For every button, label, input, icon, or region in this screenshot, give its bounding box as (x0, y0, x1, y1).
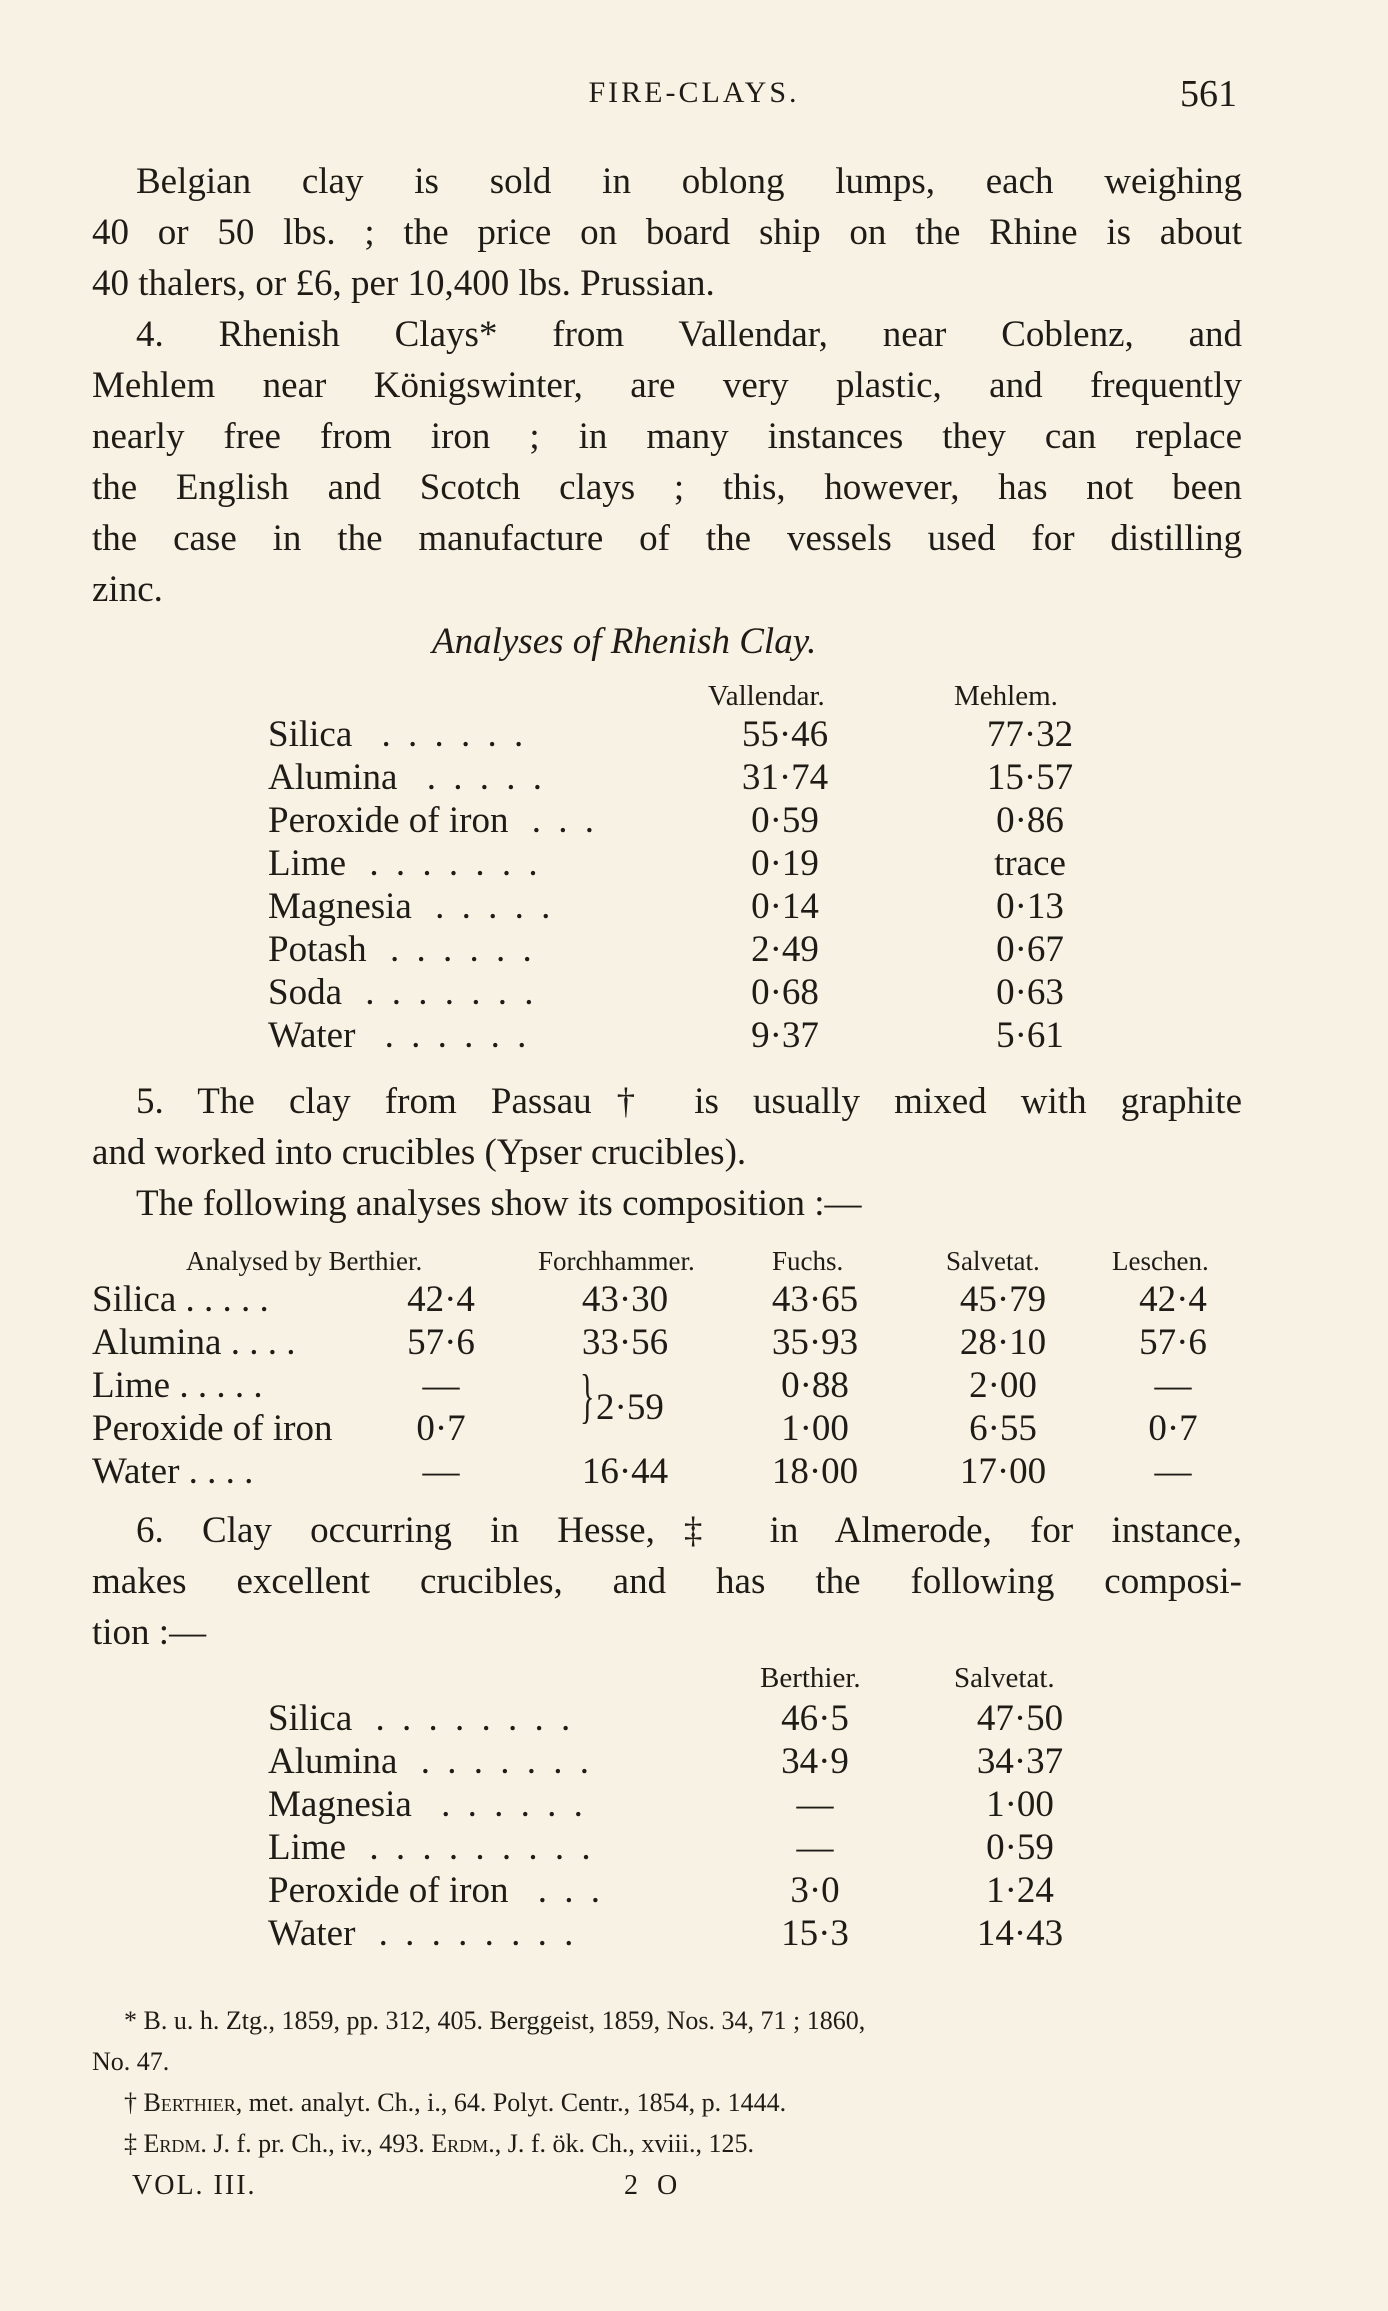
text-line: zinc. (92, 569, 163, 610)
leader-dots: . . . . . . (389, 929, 536, 970)
leader-dots: . . . . . . (441, 1784, 587, 1825)
cell-value: 43·65 (771, 1279, 859, 1320)
leader-dots: . . . . . (426, 757, 546, 798)
row-label: Water . . . . (92, 1451, 254, 1492)
cell-value: — (422, 1451, 460, 1492)
cell-value: 47·50 (976, 1698, 1064, 1739)
table-row (268, 971, 538, 1014)
text-line: The following analyses show its composition :— (136, 1183, 862, 1224)
cell-value: 0·68 (751, 972, 819, 1013)
row-label: Alumina (268, 1741, 398, 1782)
cell-value: 43·30 (581, 1279, 669, 1320)
cell-value: — (422, 1365, 460, 1406)
row-label: Alumina . . . . (92, 1322, 296, 1363)
text-line: Belgian clay is sold in oblong lumps, each weighing (136, 161, 1242, 202)
table-row (268, 713, 527, 756)
row-label: Soda (268, 972, 342, 1013)
cell-value: 0·14 (751, 886, 819, 927)
cell-value: 55·46 (741, 714, 829, 755)
footnote-citation: J. f. pr. Ch., iv., 493. (213, 2129, 425, 2158)
footnote-3 (92, 2123, 1252, 2164)
cell-value: 17·00 (959, 1451, 1047, 1492)
cell-value: — (796, 1827, 834, 1868)
cell-value: 0·86 (996, 800, 1064, 841)
text-line: nearly free from iron ; in many instances they can replace (92, 416, 1242, 457)
cell-value: 42·4 (1139, 1279, 1207, 1320)
leader-dots: . . . . . . (381, 714, 528, 755)
cell-value: 34·9 (781, 1741, 849, 1782)
cell-value: 0·19 (751, 843, 819, 884)
footnote-author: † Berthier, (124, 2088, 243, 2117)
cell-value: 9·37 (751, 1015, 819, 1056)
text-line: 40 or 50 lbs. ; the price on board ship on the Rhine is about (92, 212, 1242, 253)
text-line: 5. The clay from Passau† is usually mixed with graphite (136, 1081, 1242, 1122)
leader-dots: . . . . . . . (369, 843, 542, 884)
footnote-2 (92, 2082, 1252, 2123)
row-label: Silica . . . . . (92, 1279, 269, 1320)
row-label: Silica (268, 1698, 353, 1739)
footnotes (92, 2000, 1252, 2164)
cell-value: 33·56 (581, 1322, 669, 1363)
leader-dots: . . . . . . . . . (369, 1827, 595, 1868)
row-label: Water (268, 1913, 356, 1954)
table-row (268, 799, 598, 842)
cell-value: 14·43 (976, 1913, 1064, 1954)
cell-value: 5·61 (996, 1015, 1064, 1056)
footnote-author: ‡ Erdm. (124, 2129, 207, 2158)
cell-value: 0·59 (986, 1827, 1054, 1868)
row-label: Peroxide of iron (268, 800, 509, 841)
column-header-berthier: Berthier. (760, 1662, 861, 1694)
leader-dots: . . . (531, 800, 598, 841)
text-line: makes excellent crucibles, and has the following composi- (92, 1561, 1242, 1602)
table-row (268, 842, 542, 885)
cell-value: 0·7 (416, 1408, 466, 1449)
footnote-1-continued: No. 47. (92, 2047, 170, 2076)
row-label: Lime . . . . . (92, 1365, 263, 1406)
cell-value: 57·6 (407, 1322, 475, 1363)
cell-value: — (1154, 1451, 1192, 1492)
cell-value: 2·00 (969, 1365, 1037, 1406)
cell-value: 0·63 (996, 972, 1064, 1013)
cell-value: 45·79 (959, 1279, 1047, 1320)
footnote-citation: met. analyt. Ch., i., 64. Polyt. Centr., 1854, p. 1444. (248, 2088, 787, 2117)
cell-value: 3·0 (790, 1870, 840, 1911)
column-header-leschen: Leschen. (1112, 1246, 1209, 1276)
leader-dots: . . . (537, 1870, 604, 1911)
table-row (268, 1912, 577, 1955)
cell-value: 46·5 (781, 1698, 849, 1739)
cell-value: 2·49 (751, 929, 819, 970)
table-row (268, 1826, 595, 1869)
page-number: 561 (1180, 73, 1237, 115)
row-label: Lime (268, 843, 347, 884)
row-label: Water (268, 1015, 356, 1056)
column-header-vallendar: Vallendar. (708, 680, 825, 712)
row-label: Peroxide of iron (92, 1408, 333, 1449)
leader-dots: . . . . . . . (365, 972, 538, 1013)
cell-value: 15·57 (986, 757, 1074, 798)
paragraph-hesse-clay (92, 1505, 1242, 1658)
cell-value: 57·6 (1139, 1322, 1207, 1363)
cell-value: 77·32 (986, 714, 1074, 755)
cell-value: 16·44 (581, 1451, 669, 1492)
text-line: the case in the manufacture of the vessels used for distilling (92, 518, 1242, 559)
cell-value: — (796, 1784, 834, 1825)
cell-value: 0·7 (1148, 1408, 1198, 1449)
column-header-salvetat: Salvetat. (954, 1662, 1055, 1694)
paragraph-rhenish-clays (92, 309, 1242, 615)
column-header-salvetat: Salvetat. (946, 1246, 1040, 1276)
leader-dots: . . . . . (435, 886, 555, 927)
text-line: Mehlem near Königswinter, are very plastic, and frequently (92, 365, 1242, 406)
text-line: 6. Clay occurring in Hesse,‡ in Almerode, for instance, (136, 1510, 1242, 1551)
text-line: tion :— (92, 1612, 207, 1653)
cell-value: 18·00 (771, 1451, 859, 1492)
text-line: 40 thalers, or £6, per 10,400 lbs. Prussian. (92, 263, 715, 304)
cell-value: 42·4 (407, 1279, 475, 1320)
column-header-forchhammer: Forchhammer. (538, 1246, 695, 1276)
column-header-berthier: Analysed by Berthier. (186, 1246, 423, 1276)
row-label: Alumina (268, 757, 398, 798)
cell-value: 0·13 (996, 886, 1064, 927)
cell-value: 1·24 (986, 1870, 1054, 1911)
leader-dots: . . . . . . (384, 1015, 531, 1056)
cell-value: 34·37 (976, 1741, 1064, 1782)
gathering-mark: 2 O (624, 2170, 684, 2201)
column-header-mehlem: Mehlem. (954, 680, 1058, 712)
row-label: Silica (268, 714, 353, 755)
paragraph-passau-clay (92, 1076, 1242, 1229)
cell-value: 28·10 (959, 1322, 1047, 1363)
row-label: Magnesia (268, 1784, 412, 1825)
table-row (268, 928, 536, 971)
cell-value: 1·00 (986, 1784, 1054, 1825)
leader-dots: . . . . . . . . (375, 1698, 575, 1739)
row-label: Magnesia (268, 886, 412, 927)
cell-value: 0·88 (781, 1365, 849, 1406)
text-line: the English and Scotch clays ; this, however, has not been (92, 467, 1242, 508)
cell-value-bracketed: 2·59 (596, 1387, 664, 1428)
text-line: 4. Rhenish Clays* from Vallendar, near Coblenz, and (136, 314, 1242, 355)
table-row (268, 756, 546, 799)
row-label: Lime (268, 1827, 347, 1868)
footnote-author: Erdm., (431, 2129, 502, 2158)
text-line: and worked into crucibles (Ypser crucibles). (92, 1132, 747, 1173)
footnote-1: * B. u. h. Ztg., 1859, pp. 312, 405. Berggeist, 1859, Nos. 34, 71 ; 1860, (124, 2006, 866, 2035)
cell-value: — (1154, 1365, 1192, 1406)
table-row (268, 1014, 530, 1057)
table-row (268, 1697, 574, 1740)
row-label: Potash (268, 929, 367, 970)
leader-dots: . . . . . . . . (378, 1913, 578, 1954)
cell-value: trace (994, 843, 1066, 884)
running-header: FIRE-CLAYS. (588, 76, 800, 109)
cell-value: 1·00 (781, 1408, 849, 1449)
table-row (268, 1783, 587, 1826)
table-row (268, 1740, 593, 1783)
column-header-fuchs: Fuchs. (772, 1246, 844, 1276)
cell-value: 6·55 (969, 1408, 1037, 1449)
volume-signature: VOL. III. (132, 2170, 257, 2201)
paragraph-belgian-clay (92, 156, 1242, 309)
leader-dots: . . . . . . . (420, 1741, 593, 1782)
cell-value: 15·3 (781, 1913, 849, 1954)
cell-value: 31·74 (741, 757, 829, 798)
cell-value: 0·67 (996, 929, 1064, 970)
table-row (268, 885, 554, 928)
cell-value: 0·59 (751, 800, 819, 841)
footnote-citation: J. f. ök. Ch., xviii., 125. (507, 2129, 754, 2158)
row-label: Peroxide of iron (268, 1870, 509, 1911)
table-row (268, 1869, 604, 1912)
table-caption: Analyses of Rhenish Clay. (432, 621, 817, 662)
bracket: } (580, 1363, 595, 1429)
cell-value: 35·93 (771, 1322, 859, 1363)
